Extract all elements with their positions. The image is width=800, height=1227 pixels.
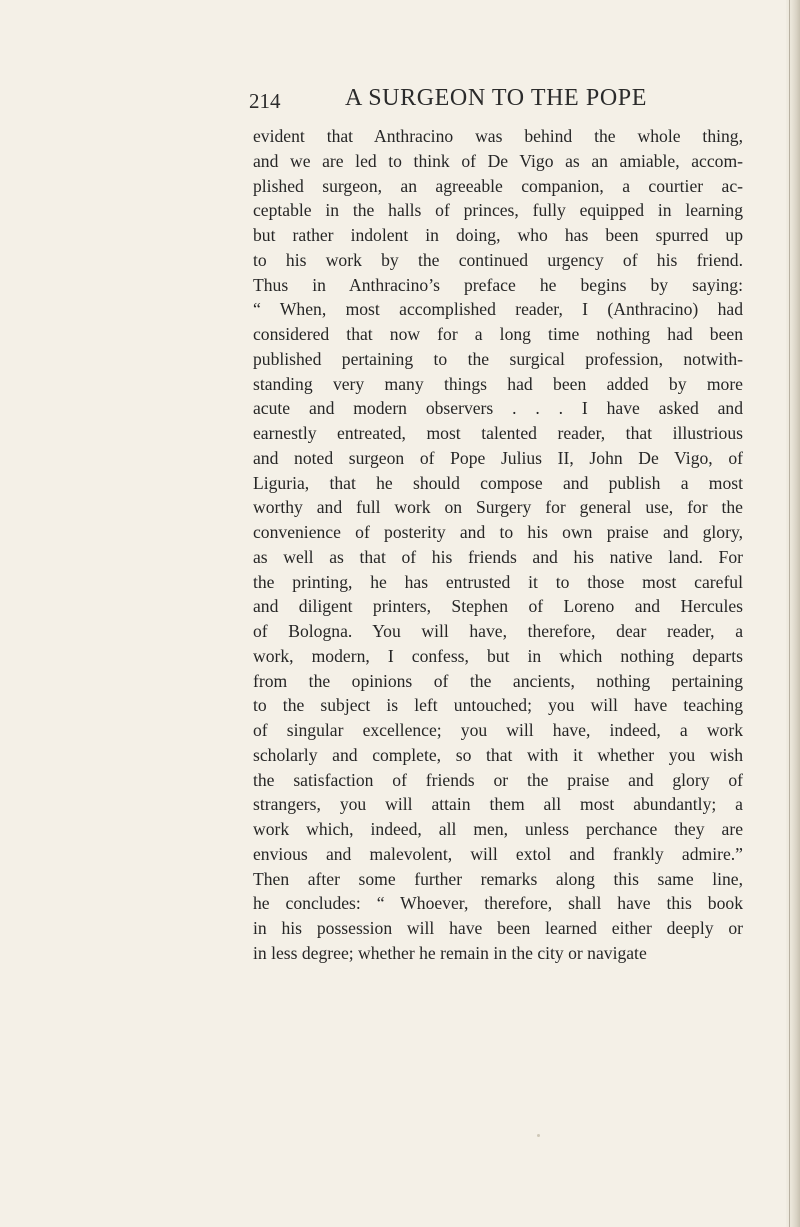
text-line: as well as that of his friends and his native land. For bbox=[253, 546, 743, 567]
text-line: and we are led to think of De Vigo as an amiable, accom- bbox=[253, 150, 743, 171]
text-line: standing very many things had been added by more bbox=[253, 373, 743, 394]
text-line: from the opinions of the ancients, nothing pertaining bbox=[253, 670, 743, 691]
text-line: the satisfaction of friends or the praise and glory of bbox=[253, 769, 743, 790]
text-line: work, modern, I confess, but in which nothing departs bbox=[253, 645, 743, 666]
text-line: the printing, he has entrusted it to those most careful bbox=[253, 571, 743, 592]
text-line: evident that Anthracino was behind the whole thing, bbox=[253, 126, 743, 146]
text-line: convenience of posterity and to his own praise and glory, bbox=[253, 522, 743, 542]
text-line: in his possession will have been learned either deeply or bbox=[253, 918, 743, 938]
text-line: to the subject is left untouched; you will have teaching bbox=[253, 695, 743, 716]
text-line: earnestly entreated, most talented reader, that illustrious bbox=[253, 423, 743, 443]
page-number: 214 bbox=[249, 89, 281, 113]
text-line: work which, indeed, all men, unless perchance they are bbox=[253, 819, 743, 839]
text-line: Then after some further remarks along this same line, bbox=[253, 868, 743, 889]
text-line: Liguria, that he should compose and publish a most bbox=[253, 472, 743, 493]
text-line: considered that now for a long time nothing had been bbox=[253, 324, 743, 344]
text-line: but rather indolent in doing, who has been spurred up bbox=[253, 225, 743, 245]
text-line: strangers, you will attain them all most abundantly; a bbox=[253, 794, 743, 815]
body-text bbox=[253, 124, 743, 966]
text-line: in less degree; whether he remain in the city or navigate bbox=[253, 942, 647, 963]
text-line: ceptable in the halls of princes, fully equipped in learning bbox=[253, 200, 743, 221]
text-line: he concludes: “ Whoever, therefore, shall have this book bbox=[253, 893, 743, 914]
text-line: “ When, most accomplished reader, I (Anthracino) had bbox=[253, 299, 743, 320]
running-title: A SURGEON TO THE POPE bbox=[345, 85, 647, 111]
text-line: of singular excellence; you will have, indeed, a work bbox=[253, 720, 743, 740]
text-line: plished surgeon, an agreeable companion, a courtier ac- bbox=[253, 175, 743, 196]
text-line: worthy and full work on Surgery for general use, for the bbox=[253, 497, 743, 518]
text-line: to his work by the continued urgency of his friend. bbox=[253, 249, 743, 270]
text-line: and noted surgeon of Pope Julius II, John De Vigo, of bbox=[253, 447, 743, 468]
text-line: envious and malevolent, will extol and frankly admire.” bbox=[253, 843, 743, 864]
text-line: published pertaining to the surgical profession, notwith- bbox=[253, 348, 743, 369]
paper-speck bbox=[537, 1134, 540, 1137]
text-line: Thus in Anthracino’s preface he begins by saying: bbox=[253, 274, 743, 295]
page-header bbox=[249, 85, 649, 117]
text-line: of Bologna. You will have, therefore, dear reader, a bbox=[253, 621, 743, 641]
text-line: scholarly and complete, so that with it whether you wish bbox=[253, 744, 743, 765]
text-line: and diligent printers, Stephen of Loreno and Hercules bbox=[253, 596, 743, 617]
text-line: acute and modern observers . . . I have asked and bbox=[253, 398, 743, 419]
page-edge-line bbox=[789, 0, 790, 1227]
